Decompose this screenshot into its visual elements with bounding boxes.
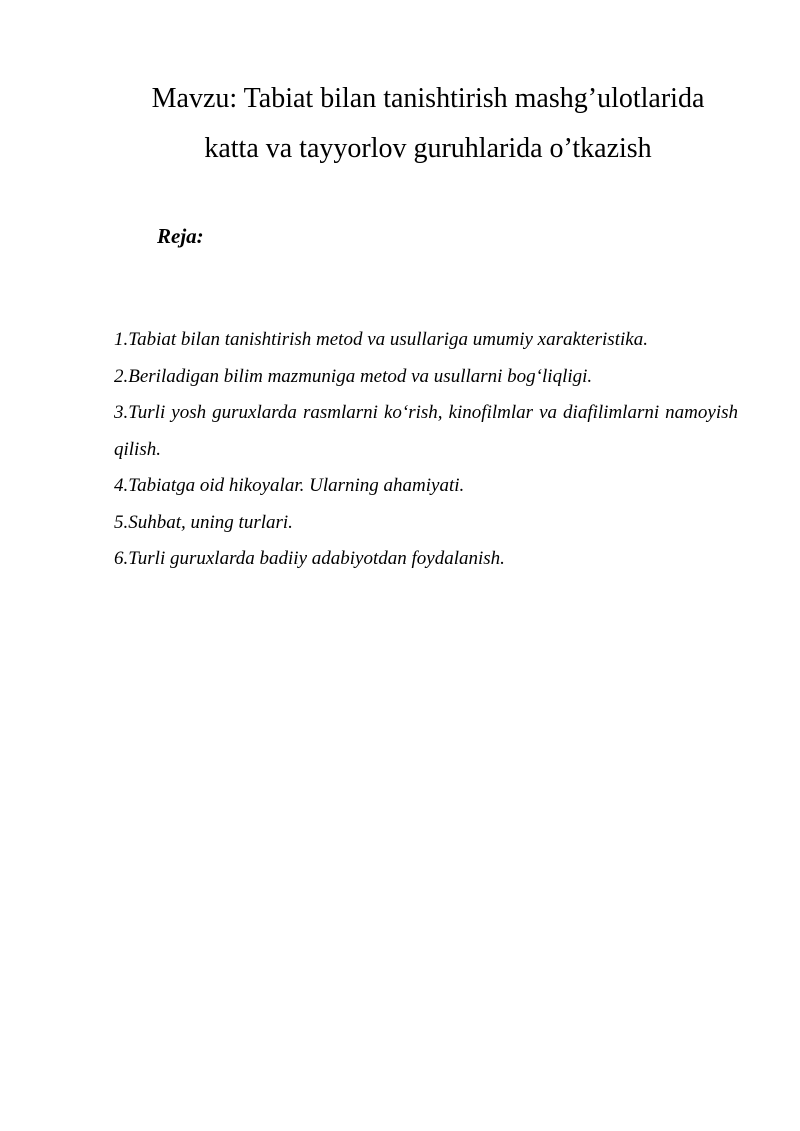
plan-item: 5.Suhbat, uning turlari. [114, 511, 293, 533]
title-line: Mavzu: Tabiat bilan tanishtirish mashg’ulotlarida [151, 83, 705, 114]
title-line: katta va tayyorlov guruhlarida o’tkazish [204, 133, 652, 164]
plan-item: 2.Beriladigan bilim mazmuniga metod va usullarni bog‘liqligi. [114, 365, 593, 387]
plan-item: 4.Tabiatga oid hikoyalar. Ularning ahamiyati. [114, 475, 465, 496]
plan-item: 3.Turli yosh guruxlarda rasmlarni ko‘rish, kinofilmlar va diafilimlarni namoyish qilish. [114, 402, 738, 460]
plan-heading: Reja: [157, 224, 204, 248]
plan-list [114, 322, 738, 578]
plan-item: 1.Tabiat bilan tanishtirish metod va usullariga umumiy xarakteristika. [114, 329, 648, 350]
document-title [100, 74, 756, 174]
plan-item: 6.Turli guruxlarda badiiy adabiyotdan foydalanish. [114, 548, 505, 569]
